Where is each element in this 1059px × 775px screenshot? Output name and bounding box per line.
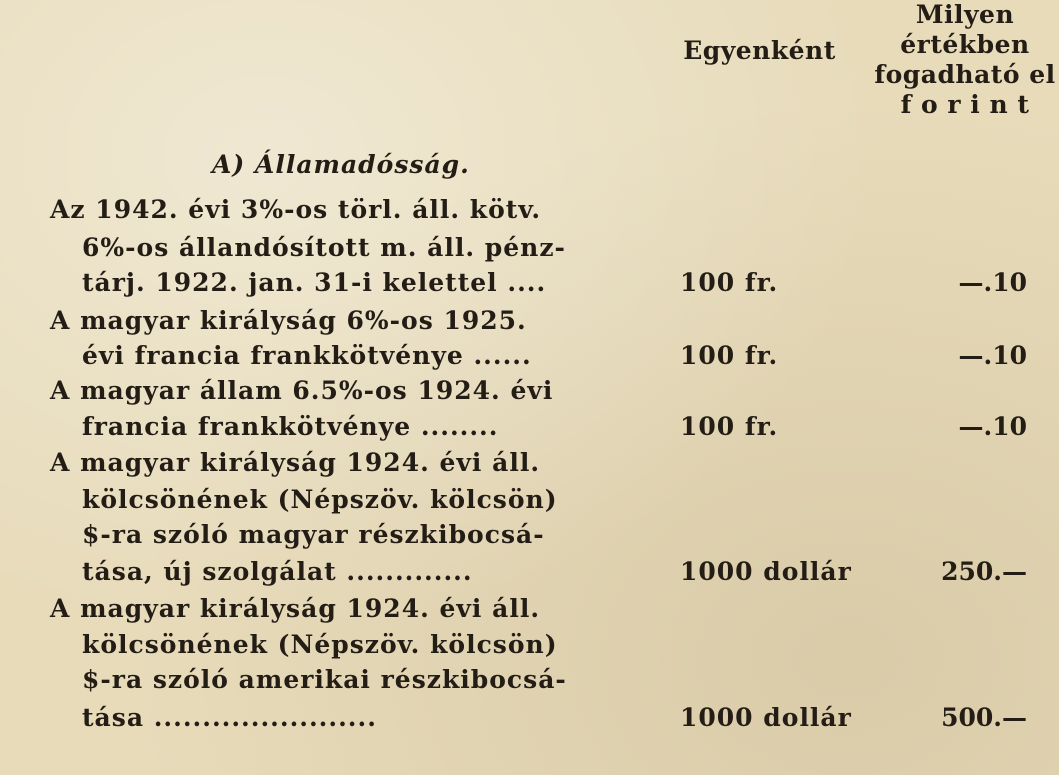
row-4-line-3: $-ra szóló magyar részkibocsá- [82,520,545,549]
row-2-line-2: évi francia frankkötvénye ...... [82,341,532,370]
row-3-line-2: francia frankkötvénye ........ [82,412,499,441]
row-2-value: —.10 [958,341,1027,370]
column-header-value-line: f o r i n t [900,90,1030,119]
row-1-line-3: tárj. 1922. jan. 31-i kelettel .... [82,268,547,297]
row-2-quantity: 100 fr. [680,341,779,370]
row-5-line-3: $-ra szóló amerikai részkibocsá- [82,665,567,694]
row-4-value: 250.— [941,557,1027,586]
row-1-line-1: Az 1942. évi 3%-os törl. áll. kötv. [50,195,542,224]
column-header-value-line: Milyen [915,0,1015,29]
row-4-line-2: kölcsönének (Népszöv. kölcsön) [82,485,558,514]
column-header-each: Egyenként [683,36,836,65]
row-5-quantity: 1000 dollár [680,703,852,732]
row-3-quantity: 100 fr. [680,412,779,441]
column-header-value [860,0,1059,120]
row-5-line-1: A magyar királyság 1924. évi áll. [50,594,541,623]
row-1-value: —.10 [958,268,1027,297]
column-header-value-line: értékben [900,30,1030,59]
row-1-line-2: 6%-os állandósított m. áll. pénz- [82,233,566,262]
row-5-line-2: kölcsönének (Népszöv. kölcsön) [82,630,558,659]
row-5-value: 500.— [941,703,1027,732]
row-3-value: —.10 [958,412,1027,441]
row-5-line-4: tása ....................... [82,703,377,732]
column-header-value-line: fogadható el [874,60,1056,89]
row-1-quantity: 100 fr. [680,268,779,297]
row-4-line-1: A magyar királyság 1924. évi áll. [50,448,541,477]
row-2-line-1: A magyar királyság 6%-os 1925. [50,306,527,335]
section-title: A) Államadósság. [212,150,470,179]
row-4-line-4: tása, új szolgálat ............. [82,557,473,586]
row-3-line-1: A magyar állam 6.5%-os 1924. évi [50,376,554,405]
row-4-quantity: 1000 dollár [680,557,852,586]
